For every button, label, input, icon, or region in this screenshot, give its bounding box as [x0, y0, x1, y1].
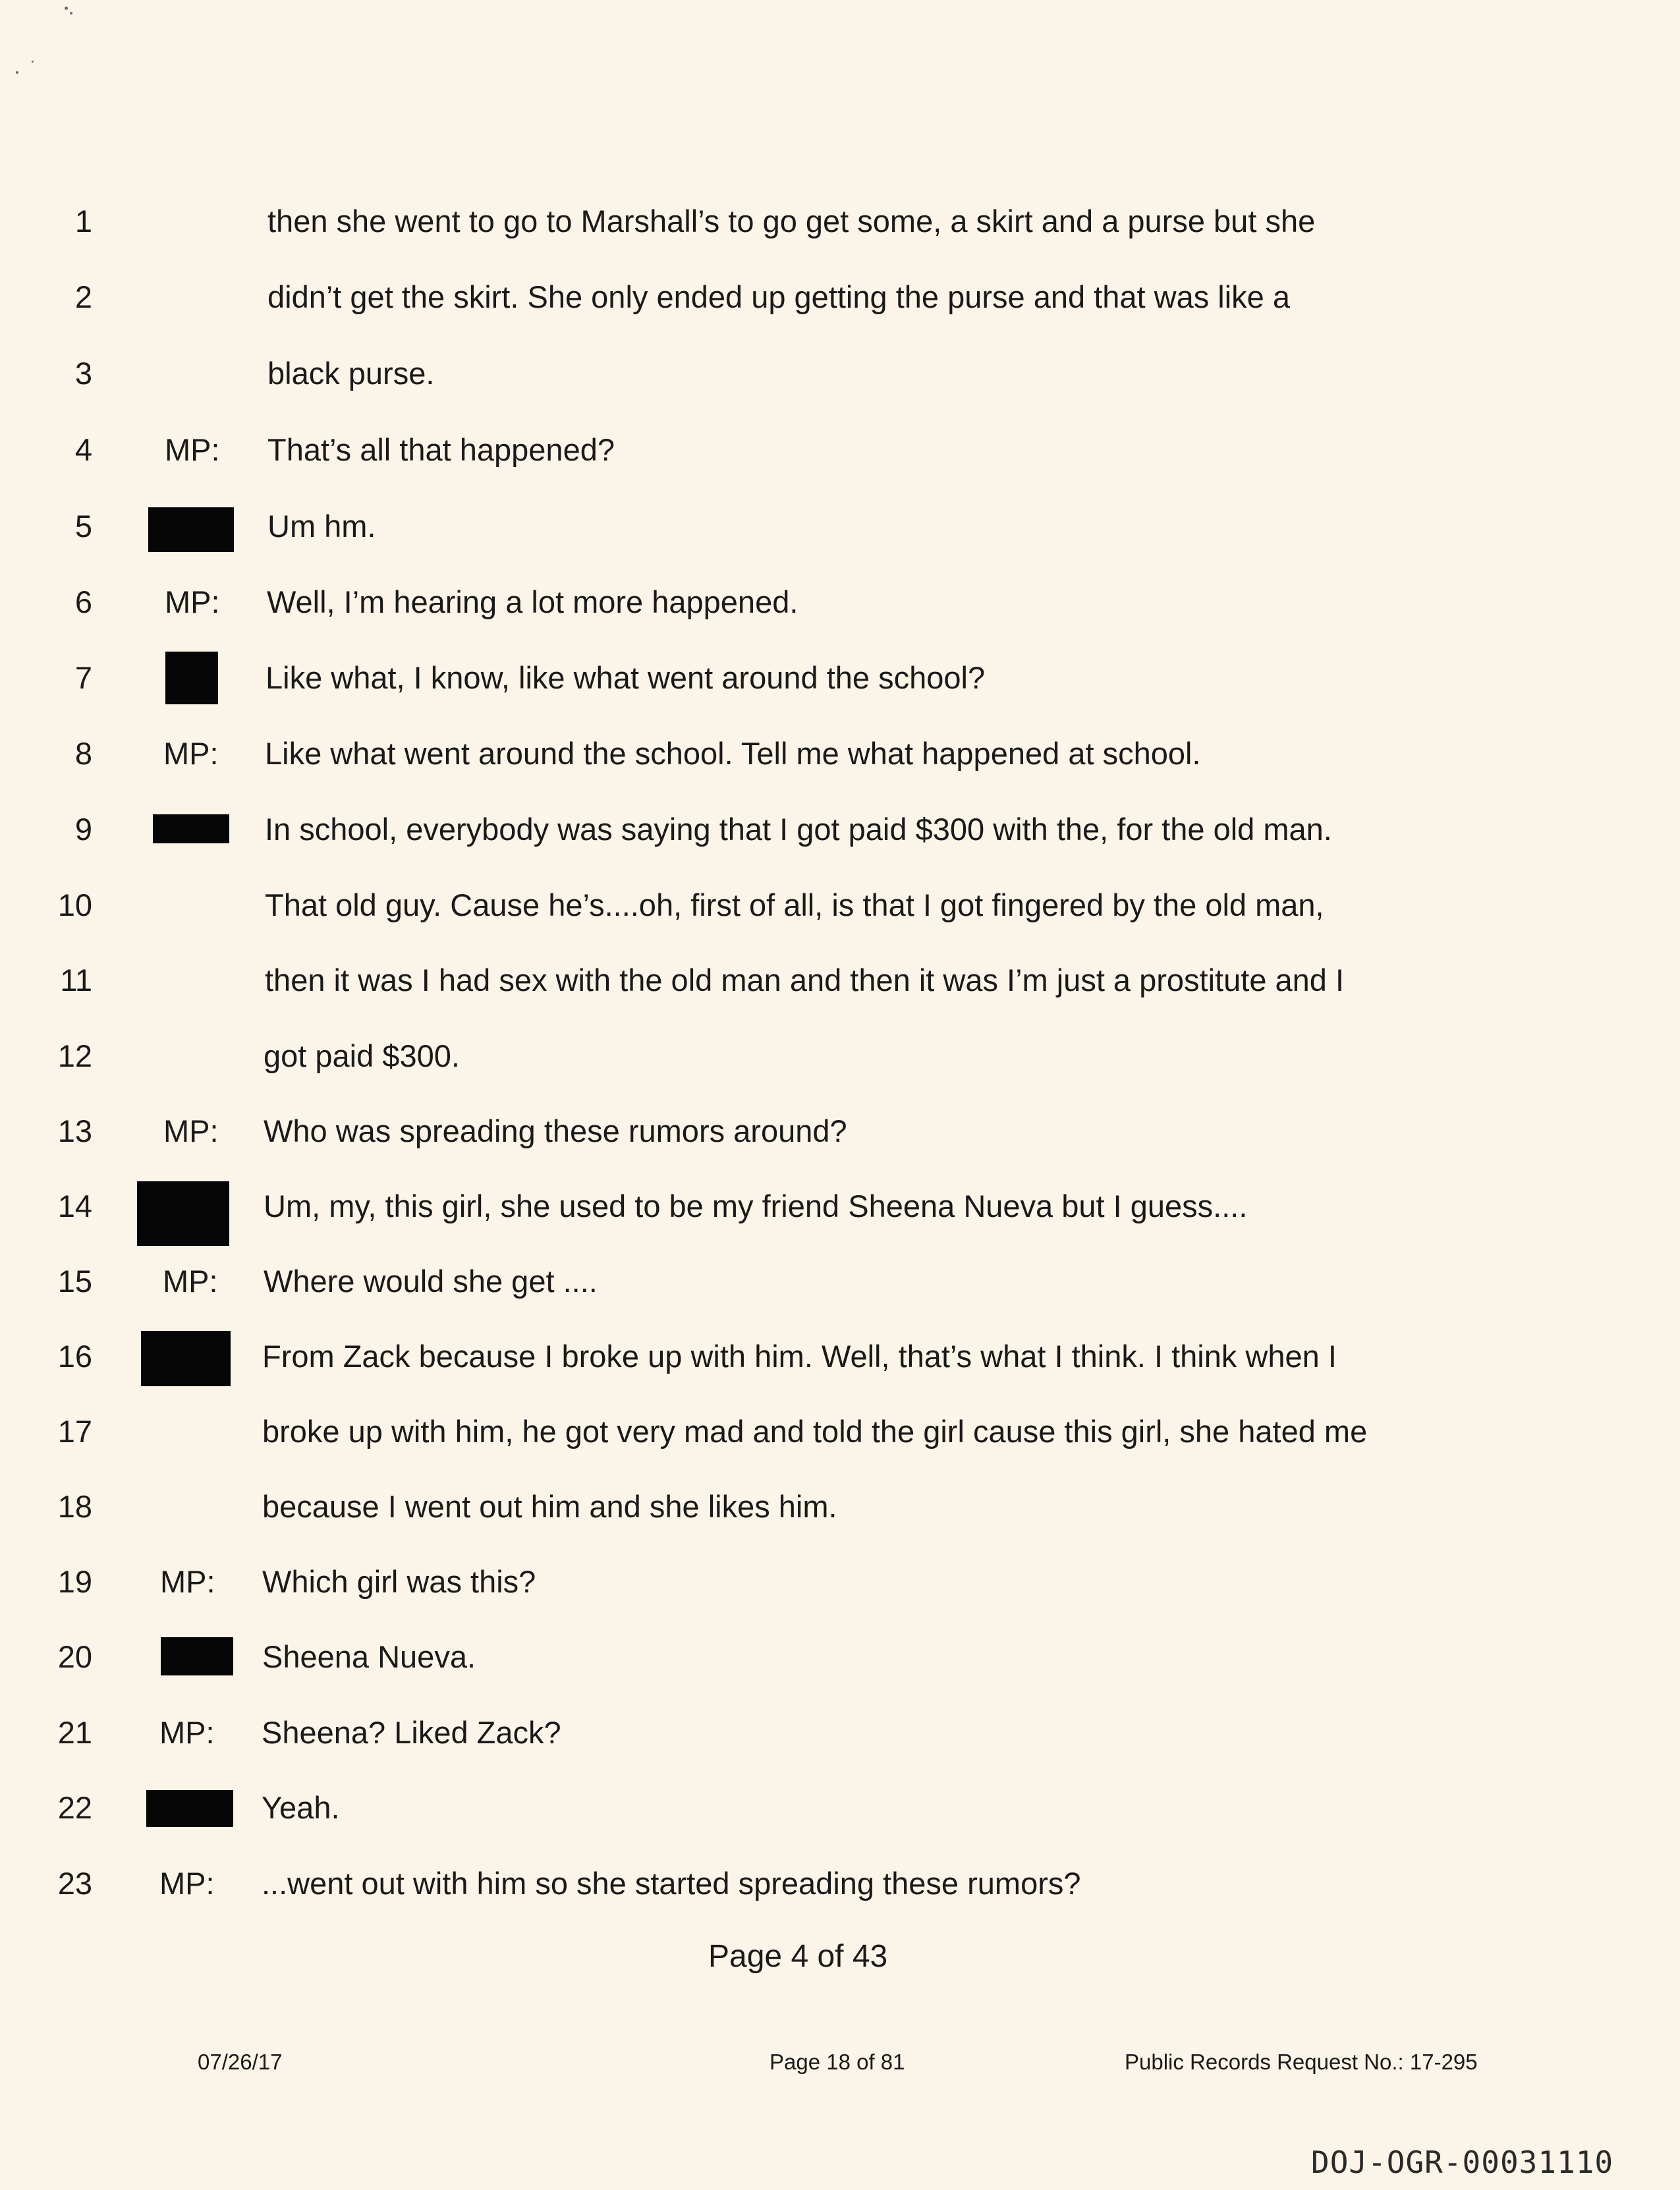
speaker-label: MP: [163, 736, 219, 771]
redaction-block [161, 1637, 233, 1675]
bates-number: DOJ-OGR-00031110 [1311, 2145, 1614, 2180]
line-text: ...went out with him so she started spreading these rumors? [262, 1866, 1081, 1901]
redaction-block [165, 652, 218, 704]
line-text: black purse. [267, 356, 435, 391]
line-number: 8 [74, 736, 92, 771]
footer-date: 07/26/17 [198, 2050, 283, 2074]
transcript-line [0, 271, 1680, 323]
line-text: got paid $300. [264, 1038, 460, 1073]
transcript-line [0, 1105, 1680, 1158]
transcript-line [0, 954, 1680, 1007]
line-text: That’s all that happened? [267, 432, 615, 467]
line-text: Sheena Nueva. [262, 1639, 476, 1674]
scan-speck [32, 61, 34, 63]
redaction-block [137, 1181, 229, 1246]
transcript-line [0, 195, 1680, 248]
line-number: 20 [57, 1639, 92, 1674]
line-text: Where would she get .... [264, 1264, 598, 1299]
line-text: Um, my, this girl, she used to be my friend Sheena Nueva but I guess.... [264, 1189, 1248, 1223]
speaker-label: MP: [165, 584, 220, 619]
line-text: Who was spreading these rumors around? [264, 1113, 847, 1148]
line-number: 10 [57, 887, 92, 922]
transcript-line [0, 879, 1680, 932]
footer-page: Page 18 of 81 [770, 2050, 905, 2074]
line-text: then she went to go to Marshall’s to go get some, a skirt and a purse but she [267, 204, 1316, 239]
footer-request-number: Public Records Request No.: 17-295 [1125, 2050, 1478, 2074]
line-number: 23 [57, 1866, 92, 1901]
line-text: because I went out him and she likes him. [262, 1489, 837, 1524]
scan-speck [70, 12, 72, 14]
line-text: Um hm. [267, 509, 376, 544]
line-number: 15 [57, 1264, 92, 1299]
redaction-block [148, 507, 234, 552]
scan-speck [16, 71, 18, 74]
transcript-line [0, 1631, 1680, 1683]
transcript-line [0, 1030, 1680, 1082]
speaker-label: MP: [163, 1264, 218, 1299]
redaction-block [146, 1790, 233, 1827]
transcript-line [0, 1857, 1680, 1910]
line-text: Like what, I know, like what went around the school? [266, 660, 986, 695]
redaction-block [141, 1331, 231, 1386]
redaction-block [153, 814, 229, 843]
transcript-line [0, 1480, 1680, 1533]
transcript-line [0, 1782, 1680, 1834]
line-number: 4 [74, 432, 92, 467]
transcript-line [0, 347, 1680, 400]
line-number: 19 [57, 1564, 92, 1599]
line-number: 18 [57, 1489, 92, 1524]
line-number: 6 [74, 584, 92, 619]
transcript-line [0, 424, 1680, 476]
line-text: Yeah. [262, 1790, 340, 1825]
transcript-line [0, 727, 1680, 780]
transcript-line [0, 803, 1680, 856]
transcript-line [0, 1405, 1680, 1458]
line-number: 14 [57, 1189, 92, 1223]
transcript-line [0, 500, 1680, 553]
transcript-line [0, 576, 1680, 629]
line-number: 5 [74, 509, 92, 544]
line-number: 12 [57, 1038, 92, 1073]
transcript-line [0, 652, 1680, 704]
line-number: 11 [60, 963, 92, 997]
line-number: 3 [74, 356, 92, 391]
line-number: 13 [57, 1113, 92, 1148]
speaker-label: MP: [163, 1113, 219, 1148]
line-text: Like what went around the school. Tell me what happened at school. [265, 736, 1201, 771]
line-text: Which girl was this? [262, 1564, 536, 1599]
line-number: 21 [57, 1715, 92, 1750]
transcript-line [0, 1330, 1680, 1383]
line-text: Well, I’m hearing a lot more happened. [267, 584, 798, 619]
line-text: That old guy. Cause he’s....oh, first of all, is that I got fingered by the old man, [265, 887, 1324, 922]
line-number: 1 [74, 204, 92, 239]
line-text: didn’t get the skirt. She only ended up getting the purse and that was like a [267, 279, 1291, 314]
speaker-label: MP: [159, 1866, 215, 1901]
line-number: 16 [57, 1339, 92, 1374]
line-text: From Zack because I broke up with him. Well, that’s what I think. I think when I [262, 1339, 1337, 1374]
line-text: In school, everybody was saying that I got paid $300 with the, for the old man. [265, 812, 1332, 847]
transcript-line [0, 1180, 1680, 1233]
line-number: 7 [74, 660, 92, 695]
speaker-label: MP: [160, 1564, 215, 1599]
page-number: Page 4 of 43 [708, 1939, 888, 1974]
speaker-label: MP: [159, 1715, 215, 1750]
line-text: broke up with him, he got very mad and told the girl cause this girl, she hated me [262, 1414, 1368, 1449]
line-text: then it was I had sex with the old man and then it was I’m just a prostitute and I [265, 963, 1345, 997]
line-number: 17 [57, 1414, 92, 1449]
line-number: 2 [74, 279, 92, 314]
line-text: Sheena? Liked Zack? [262, 1715, 561, 1750]
transcript-line [0, 1556, 1680, 1608]
scan-speck [65, 7, 68, 10]
transcript-line [0, 1706, 1680, 1759]
speaker-label: MP: [165, 432, 220, 467]
transcript-line [0, 1255, 1680, 1308]
line-number: 9 [74, 812, 92, 847]
line-number: 22 [57, 1790, 92, 1825]
